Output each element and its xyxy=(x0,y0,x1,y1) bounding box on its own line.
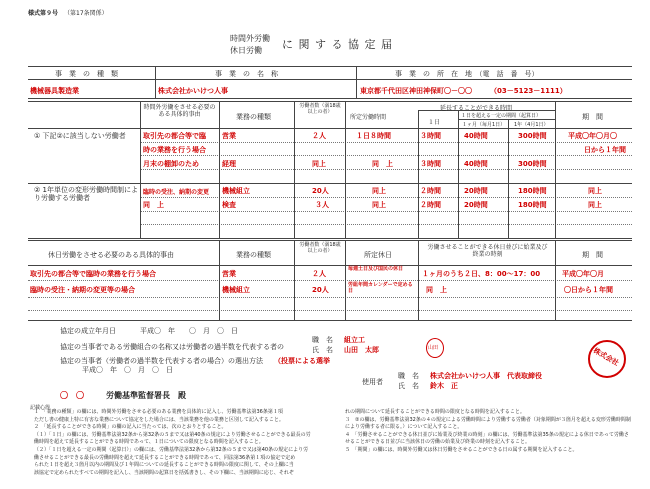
rep-seal xyxy=(426,338,444,358)
rep-seal-text: 山田 xyxy=(428,345,439,351)
emp-title-value: 株式会社かいけつ人事 代表取締役 xyxy=(430,372,542,380)
ot-period: 平成〇年〇月〇 xyxy=(568,132,617,140)
office-circles: 〇 〇 xyxy=(60,391,84,400)
hd-holiday-header: 所定休日 xyxy=(364,251,392,259)
ot-year: 180時間 xyxy=(518,187,547,195)
ot-reason: 臨時の受注、納期の変更 xyxy=(143,189,210,196)
ot-count: 20人 xyxy=(312,187,329,195)
hd-reason: 臨時の受注・納期の変更等の場合 xyxy=(30,286,135,294)
title-overtime: 時間外労働 xyxy=(230,34,270,43)
ot-category-2: ② 1年単位の変形労働時間制により労働する労働者 xyxy=(34,186,138,203)
ot-period: 同上 xyxy=(588,187,602,195)
ot-day: ３時間 xyxy=(420,132,441,140)
hd-allowed-header: 労働させることができる休日並びに始業及び終業の時刻 xyxy=(427,244,548,259)
business-type-header: 事 業 の 種 類 xyxy=(55,70,118,78)
hd-work: 営業 xyxy=(222,270,236,278)
ot-reason: 月末の棚卸のため xyxy=(143,160,199,168)
ot-day: ３時間 xyxy=(420,160,441,168)
rep-title-label: 職 名 xyxy=(312,336,333,344)
form-article: （第17条関係） xyxy=(64,10,108,17)
hd-allowed: 同 上 xyxy=(426,286,447,294)
rep-name-label: 氏 名 xyxy=(312,346,333,354)
note-line: ４ 「労働させることができる休日並びに始業及び終業の時刻」の欄には、労働基準法第35条の規定による休日であって労働さ xyxy=(345,431,629,438)
rep-title-value: 組立工 xyxy=(344,336,365,344)
ot-work: 機械組立 xyxy=(222,187,250,195)
ot-hours: 同上 xyxy=(372,201,386,209)
hd-allowed: １ヶ月のうち２日、8：00～17：00 xyxy=(422,270,541,278)
ot-count: ３人 xyxy=(315,201,329,209)
page-title: に 関 す る 協 定 届 xyxy=(282,38,393,51)
hd-count-header: 労働者数（満18歳以上の者） xyxy=(299,242,341,254)
business-address-header: 事 業 の 所 在 地 （電 話 番 号） xyxy=(395,70,539,78)
ot-work: 営業 xyxy=(222,132,236,140)
ot-month: 40時間 xyxy=(464,160,488,168)
business-name-header: 事 業 の 名 称 xyxy=(215,70,278,78)
rep-label: 協定の当事者である労働組合の名称又は労働者の過半数を代表する者の xyxy=(60,343,284,351)
ot-reason: 同 上 xyxy=(143,201,164,209)
emp-name-label: 氏 名 xyxy=(398,382,419,390)
business-address-value: 東京都千代田区神田神保町〇－〇〇 xyxy=(360,87,472,95)
ot-hours: １日８時間 xyxy=(356,132,391,140)
note-line: 該協定で定められたすべての期間を記入し、当該期間の起算日を括弧書きし、その下欄に、当該期間に応じ、それぞ xyxy=(34,469,294,476)
ot-period: 日から１年間 xyxy=(584,146,626,154)
business-type-value: 機械器具製造業 xyxy=(30,87,79,95)
hd-period: 平成〇年〇月 xyxy=(562,270,604,278)
ot-period: 同上 xyxy=(588,201,602,209)
ot-work: 経理 xyxy=(222,160,236,168)
ot-month: 20時間 xyxy=(464,201,488,209)
form-number: 様式第９号 xyxy=(28,10,59,17)
agreement-date-label: 協定の成立年月日 xyxy=(60,327,116,335)
ot-year: 180時間 xyxy=(518,201,547,209)
ot-count: ２人 xyxy=(312,132,326,140)
ot-month: 20時間 xyxy=(464,187,488,195)
ot-extend-header: 延長することができる時間 xyxy=(440,105,513,112)
filing-date: 平成〇 年 〇 月 〇 日 xyxy=(82,366,173,374)
ot-over1d-header: １日を超える一定の期間（起算日） xyxy=(461,113,542,119)
hd-reason-header: 休日労働をさせる必要のある具体的事由 xyxy=(48,251,174,259)
note-line: ５ 「期間」の欄には、時間外労働又は休日労働をさせることができる日の属する期間を記入すること。 xyxy=(345,446,578,453)
emp-title-label: 職 名 xyxy=(398,372,419,380)
note-line: （１）「１日」の欄には、労働基準法第32条から第32条の５まで又は第40条の規定により労働させることができる最長の労 xyxy=(34,431,311,438)
notes-heading: 記載心得 xyxy=(30,405,51,411)
ot-day-header: １日 xyxy=(428,119,441,126)
ot-day: ２時間 xyxy=(420,187,441,195)
note-line: （２）「１日を超える一定の期間（起算日）」の欄には、労働基準法第32条から第32条の５まで又は第40条の規定により労 xyxy=(34,446,309,453)
note-line: ただし書の健康上特に有害な業務について協定をした場合には、当該業務を他の業務と区別して記入すること。 xyxy=(34,416,284,423)
note-line: 働時間を超えて延長することができる時間であって、１日についての限度となる時間を記入すること。 xyxy=(34,439,264,446)
business-name-value: 株式会社かいけつ人事 xyxy=(158,87,228,95)
ot-category-1: ① 下記②に該当しない労働者 xyxy=(34,132,126,140)
note-line: により労働する者に限る。）について記入すること。 xyxy=(345,424,463,431)
ot-count: 同上 xyxy=(312,160,326,168)
method-value: （投票による選挙 xyxy=(274,357,330,365)
note-line: られた１日を超え３箇月以内の期間及び１年間についての延長することができる時間の限度に関して、その上欄に当 xyxy=(34,462,294,469)
ot-count-header: 労働者数（満18歳以上の者） xyxy=(299,103,341,115)
hd-work-header: 業務の種類 xyxy=(236,251,271,259)
notes-left xyxy=(34,409,311,477)
hd-period-header: 期 間 xyxy=(582,251,603,259)
hd-reason: 取引先の都合等で臨時の業務を行う場合 xyxy=(30,270,156,278)
rep-name-value: 山田 太郎 xyxy=(344,346,379,354)
ot-reason-header: 時間外労働をさせる必要のある具体的事由 xyxy=(143,104,216,119)
ot-day: ２時間 xyxy=(420,201,441,209)
office-name: 労働基準監督署長 殿 xyxy=(106,391,186,400)
company-seal-text: 株式会社 xyxy=(591,346,621,368)
hd-period: 〇日から１年間 xyxy=(564,286,613,294)
title-holiday: 休日労働 xyxy=(230,46,262,55)
employer-label: 使用者 xyxy=(362,378,383,386)
method-label: 協定の当事者（労働者の過半数を代表する者の場合）の選出方法 xyxy=(60,357,263,365)
company-seal xyxy=(588,340,626,378)
ot-reason: 取引先の都合等で臨 xyxy=(143,132,206,140)
emp-name-value: 鈴木 正 xyxy=(430,382,458,390)
hd-work: 機械組立 xyxy=(222,286,250,294)
ot-work-header: 業務の種類 xyxy=(236,113,271,121)
ot-reason: 時の業務を行う場合 xyxy=(143,146,206,154)
notes-right xyxy=(345,409,631,455)
note-line: １ 「業務の種類」の欄には、時間外労働をさせる必要のある業務を具体的に記入し、労働基準法第36条第１項 xyxy=(34,409,283,415)
ot-work: 検査 xyxy=(222,201,236,209)
ot-year: 300時間 xyxy=(518,132,547,140)
ot-month: 40時間 xyxy=(464,132,488,140)
note-line: れの期間について延長することができる時間の限度となる時間を記入すること。 xyxy=(345,409,525,415)
hd-count: 20人 xyxy=(312,286,329,294)
agreement-date-value: 平成〇 年 〇 月 〇 日 xyxy=(140,327,238,335)
business-phone-value: （03－5123－1111） xyxy=(490,87,567,95)
ot-hours: 同 上 xyxy=(372,160,393,168)
note-line: ３ ②の欄は、労働基準法第32条の４の規定による労働時間により労働する労働者（対象期間が３箇月を超える変形労働時間制 xyxy=(345,416,631,423)
hd-holiday: 毎週土日及び国民の休日 xyxy=(348,266,404,272)
note-line: せることができる日並びに当該休日の労働の始業及び終業の時刻を記入すること。 xyxy=(345,439,531,446)
hd-count: ２人 xyxy=(312,270,326,278)
hd-holiday: 労組年間カレンダーで定める日 xyxy=(348,282,413,294)
ot-hours: 同上 xyxy=(372,187,386,195)
note-line: 働させることができる最長の労働時間を超えて延長することができる時間であって、同法第36条第１項の協定で定め xyxy=(34,454,296,461)
ot-period-header: 期 間 xyxy=(582,113,603,121)
ot-year-header: 1年（4月1日） xyxy=(514,122,549,128)
ot-year: 300時間 xyxy=(518,160,547,168)
note-line: ２ 「延長することができる時間」の欄の記入に当たっては、次のとおりとすること。 xyxy=(34,424,227,431)
ot-month-header: １ヶ月（毎月1日） xyxy=(462,122,506,128)
ot-hours-header: 所定労働時間 xyxy=(350,114,387,121)
